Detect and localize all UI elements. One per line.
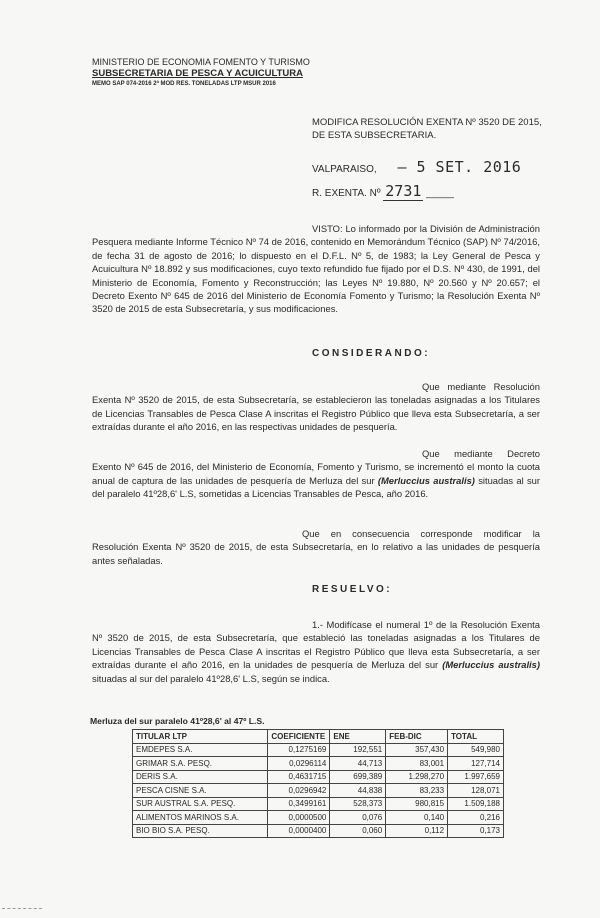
stamped-date: – 5 SET. 2016 xyxy=(397,158,522,176)
table-row xyxy=(133,784,504,798)
cell-total: 1.997,659 xyxy=(448,770,504,784)
considerando-p2-text: Que mediante Decreto Exento Nº 645 de 2016, del Ministerio de Economía, Fomento y Turismo, se incrementó el monto la cuota anual de captura de las unidades de pesquería de Merluza del sur xyxy=(92,448,540,486)
cell-ene: 528,373 xyxy=(330,797,386,811)
cell-coeficiente: 0,0000400 xyxy=(268,824,330,838)
considerando-p2-tail: situadas al sur del paralelo 41º28,6' L.S, sometidas a Licencias Transables de Pesca, año 2016. xyxy=(92,474,540,500)
scan-edge-mark xyxy=(2,908,42,909)
table-row xyxy=(133,797,504,811)
visto-paragraph: VISTO: Lo informado por la División de Administración Pesquera mediante Informe Técnico Nº 74 de 2016, contenido en Memorándum Técnico (SAP) Nº 74/2016, de fecha 31 de agosto de 2016; lo dispuesto en el D.F.L. Nº 5, de 1983; la Ley General de Pesca y Acuicultura Nº 18.892 y sus modificaciones, cuyo texto refundido fue fijado por el D.S. Nº 430, de 1991, del Ministerio de Economía, Fomento y Reconstrucción; las Leyes Nº 19.880, Nº 20.560 y Nº 20.657; el Decreto Exento Nº 645 de 2016 del Ministerio de Economía Fomento y Turismo; la Resolución Exenta Nº 3520 de 2015 de esta Subsecretaría, y sus modificaciones. xyxy=(92,223,540,315)
memo-reference: MEMO SAP 074-2016 2ª MOD RES. TONELADAS LTP MSUR 2016 xyxy=(92,81,276,87)
cell-total: 1.509,188 xyxy=(448,797,504,811)
cell-feb-dic: 980,815 xyxy=(386,797,448,811)
table-row xyxy=(133,743,504,757)
table-row xyxy=(133,824,504,838)
considerando-paragraph-2 xyxy=(92,447,540,501)
cell-coeficiente: 0,0296114 xyxy=(268,757,330,771)
col-total: TOTAL xyxy=(448,730,504,744)
quota-table xyxy=(132,729,504,838)
considerando-heading: CONSIDERANDO: xyxy=(312,348,431,359)
col-coeficiente: COEFICIENTE xyxy=(268,730,330,744)
table-header-row xyxy=(133,730,504,744)
exenta-line xyxy=(312,182,454,200)
table-row xyxy=(133,811,504,825)
cell-titular: GRIMAR S.A. PESQ. xyxy=(133,757,268,771)
cell-total: 128,071 xyxy=(448,784,504,798)
cell-titular: PESCA CISNE S.A. xyxy=(133,784,268,798)
cell-feb-dic: 83,001 xyxy=(386,757,448,771)
col-titular: TITULAR LTP xyxy=(133,730,268,744)
cell-feb-dic: 1.298,270 xyxy=(386,770,448,784)
ministry-name: MINISTERIO DE ECONOMIA FOMENTO Y TURISMO xyxy=(92,57,310,67)
cell-titular: EMDEPES S.A. xyxy=(133,743,268,757)
table-row xyxy=(133,757,504,771)
species-name-2: (Merluccius australis) xyxy=(442,659,541,671)
resuelvo-p1-text: 1.- Modifícase el numeral 1º de la Resolución Exenta Nº 3520 de 2015, de esta Subsecretaría, que estableció las toneladas asignadas a los Titulares de Licencias Transables de Pesca Clase A inscritas el Registro Público que lleva esta Subsecretaría, a ser extraídas durante el año 2016, en la unidades de pesquería de Merluza del sur xyxy=(92,619,540,671)
cell-coeficiente: 0,0000500 xyxy=(268,811,330,825)
cell-titular: ALIMENTOS MARINOS S.A. xyxy=(133,811,268,825)
letterhead xyxy=(92,56,310,89)
resuelvo-p1-tail: situadas al sur del paralelo 41º28,6' L.S, según se indica. xyxy=(92,672,330,684)
cell-titular: BIO BIO S.A. PESQ. xyxy=(133,824,268,838)
cell-feb-dic: 0,140 xyxy=(386,811,448,825)
cell-feb-dic: 0,112 xyxy=(386,824,448,838)
cell-ene: 0,076 xyxy=(330,811,386,825)
date-line xyxy=(312,158,521,176)
exenta-trail: _____ xyxy=(426,188,454,199)
cell-total: 549,980 xyxy=(448,743,504,757)
cell-coeficiente: 0,1275169 xyxy=(268,743,330,757)
cell-total: 0,216 xyxy=(448,811,504,825)
cell-ene: 44,713 xyxy=(330,757,386,771)
species-name: (Merluccius australis) xyxy=(377,474,475,486)
cell-coeficiente: 0,0296942 xyxy=(268,784,330,798)
place-label: VALPARAISO, xyxy=(312,164,377,175)
cell-coeficiente: 0,4631715 xyxy=(268,770,330,784)
cell-ene: 699,389 xyxy=(330,770,386,784)
resuelvo-heading: RESUELVO: xyxy=(312,584,393,595)
cell-ene: 0,060 xyxy=(330,824,386,838)
cell-feb-dic: 83,233 xyxy=(386,784,448,798)
table-row xyxy=(133,770,504,784)
considerando-paragraph-1: Que mediante Resolución Exenta Nº 3520 de 2015, de esta Subsecretaría, se establecieron las toneladas asignadas a los Titulares de Licencias Transables de Pesca Clase A inscritas el Registro Público que lleva esta Subsecretaría, a ser extraídas durante el año 2016, en las respectivas unidades de pesquería. xyxy=(92,381,540,433)
cell-coeficiente: 0,3499161 xyxy=(268,797,330,811)
col-feb-dic: FEB-DIC xyxy=(386,730,448,744)
exenta-number: 2731 xyxy=(385,182,422,200)
cell-ene: 44,838 xyxy=(330,784,386,798)
exenta-label: R. EXENTA. Nº xyxy=(312,188,381,199)
cell-feb-dic: 357,430 xyxy=(386,743,448,757)
cell-titular: DERIS S.A. xyxy=(133,770,268,784)
col-ene: ENE xyxy=(330,730,386,744)
resolution-subject: MODIFICA RESOLUCIÓN EXENTA Nº 3520 DE 2015, DE ESTA SUBSECRETARIA. xyxy=(312,117,542,141)
cell-total: 0,173 xyxy=(448,824,504,838)
table-caption: Merluza del sur paralelo 41º28,6' al 47º L.S. xyxy=(90,716,265,726)
resuelvo-paragraph-1 xyxy=(92,618,540,685)
subsecretaria-name: SUBSECRETARIA DE PESCA Y ACUICULTURA xyxy=(92,68,303,79)
considerando-paragraph-3: Que en consecuencia corresponde modificar la Resolución Exenta Nº 3520 de 2015, de esta Subsecretaría, en lo relativo a las unidades de pesquería antes señaladas. xyxy=(92,528,540,566)
cell-total: 127,714 xyxy=(448,757,504,771)
cell-ene: 192,551 xyxy=(330,743,386,757)
cell-titular: SUR AUSTRAL S.A. PESQ. xyxy=(133,797,268,811)
